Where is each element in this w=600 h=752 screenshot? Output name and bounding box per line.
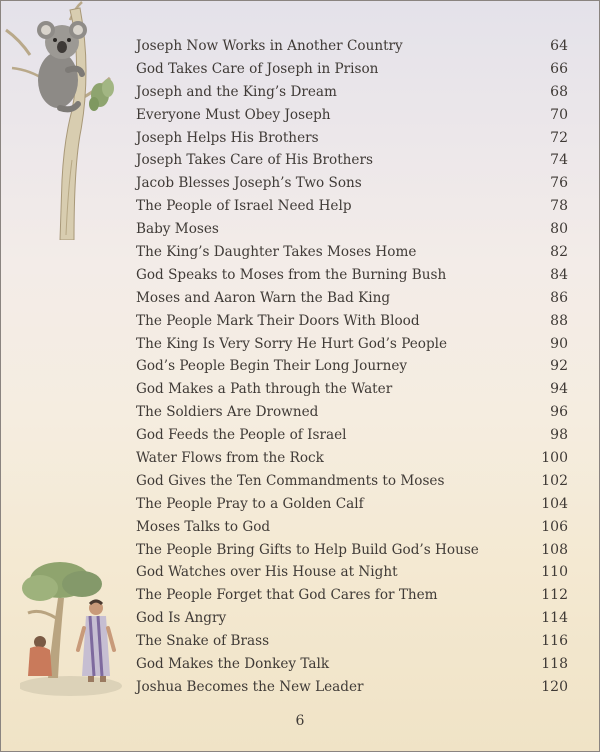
toc-entry bbox=[136, 561, 568, 584]
toc-entry bbox=[136, 35, 568, 58]
toc-entry-title: The King Is Very Sorry He Hurt God’s People bbox=[136, 335, 448, 352]
toc-entry-page: 78 bbox=[550, 198, 568, 215]
toc-entry bbox=[136, 630, 568, 653]
toc-entry-title: Joshua Becomes the New Leader bbox=[136, 678, 364, 695]
table-of-contents bbox=[136, 35, 568, 699]
toc-entry-title: God Takes Care of Joseph in Prison bbox=[136, 60, 379, 77]
toc-entry-page: 120 bbox=[541, 678, 568, 695]
toc-entry-title: The Soldiers Are Drowned bbox=[136, 404, 319, 421]
toc-entry-page: 90 bbox=[550, 335, 568, 352]
toc-entry-page: 114 bbox=[541, 610, 568, 627]
toc-entry-title: Joseph Helps His Brothers bbox=[136, 129, 319, 146]
toc-entry bbox=[136, 676, 568, 699]
toc-entry bbox=[136, 149, 568, 172]
toc-entry-page: 70 bbox=[550, 106, 568, 123]
toc-entry-page: 66 bbox=[550, 60, 568, 77]
toc-entry bbox=[136, 127, 568, 150]
toc-entry bbox=[136, 172, 568, 195]
toc-entry-title: Joseph and the King’s Dream bbox=[136, 83, 337, 100]
toc-entry bbox=[136, 195, 568, 218]
toc-entry-title: Jacob Blesses Joseph’s Two Sons bbox=[136, 175, 362, 192]
toc-entry bbox=[136, 607, 568, 630]
toc-entry-title: God Watches over His House at Night bbox=[136, 564, 398, 581]
toc-entry-page: 88 bbox=[550, 312, 568, 329]
toc-entry-title: God Gives the Ten Commandments to Moses bbox=[136, 472, 445, 489]
toc-entry-page: 80 bbox=[550, 221, 568, 238]
toc-entry-title: God’s People Begin Their Long Journey bbox=[136, 358, 408, 375]
toc-entry-page: 94 bbox=[550, 381, 568, 398]
toc-entry bbox=[136, 58, 568, 81]
toc-entry bbox=[136, 81, 568, 104]
toc-entry-page: 74 bbox=[550, 152, 568, 169]
toc-entry-page: 82 bbox=[550, 244, 568, 261]
toc-entry-page: 86 bbox=[550, 289, 568, 306]
toc-entry-title: The People Bring Gifts to Help Build God’s House bbox=[136, 541, 479, 558]
toc-entry-title: Water Flows from the Rock bbox=[136, 450, 324, 467]
toc-entry-page: 84 bbox=[550, 266, 568, 283]
toc-entry-page: 106 bbox=[541, 518, 568, 535]
toc-entry-title: The King’s Daughter Takes Moses Home bbox=[136, 244, 417, 261]
toc-entry-page: 64 bbox=[550, 38, 568, 54]
toc-entry bbox=[136, 470, 568, 493]
toc-entry bbox=[136, 241, 568, 264]
page-number: 6 bbox=[295, 713, 305, 729]
toc-entry bbox=[136, 218, 568, 241]
toc-entry-title: The People Pray to a Golden Calf bbox=[136, 495, 364, 512]
toc-entry-page: 92 bbox=[550, 358, 568, 375]
toc-entry-page: 76 bbox=[550, 175, 568, 192]
toc-entry bbox=[136, 287, 568, 310]
toc-entry-page: 72 bbox=[550, 129, 568, 146]
toc-entry bbox=[136, 653, 568, 676]
toc-entry-title: God Is Angry bbox=[136, 610, 227, 627]
toc-entry-title: God Makes the Donkey Talk bbox=[136, 656, 330, 673]
toc-entry bbox=[136, 104, 568, 127]
toc-entry bbox=[136, 424, 568, 447]
koala-illustration bbox=[0, 0, 125, 240]
toc-entry-title: The People Forget that God Cares for Them bbox=[136, 587, 438, 604]
toc-entry-title: God Feeds the People of Israel bbox=[136, 427, 347, 444]
toc-entry bbox=[136, 355, 568, 378]
toc-entry-page: 116 bbox=[541, 633, 568, 650]
toc-entry-page: 110 bbox=[541, 564, 568, 581]
toc-entry-title: The People Mark Their Doors With Blood bbox=[136, 312, 420, 329]
toc-entry-title: God Speaks to Moses from the Burning Bush bbox=[136, 266, 447, 283]
toc-entry-title: Moses and Aaron Warn the Bad King bbox=[136, 289, 391, 306]
toc-entry-page: 108 bbox=[541, 541, 568, 558]
toc-entry bbox=[136, 447, 568, 470]
toc-entry bbox=[136, 539, 568, 562]
toc-entry-title: God Makes a Path through the Water bbox=[136, 381, 393, 398]
toc-entry bbox=[136, 264, 568, 287]
toc-entry-page: 112 bbox=[541, 587, 568, 604]
toc-entry-page: 102 bbox=[541, 472, 568, 489]
toc-entry-title: Joseph Now Works in Another Country bbox=[136, 38, 403, 54]
toc-entry bbox=[136, 401, 568, 424]
toc-entry-page: 98 bbox=[550, 427, 568, 444]
toc-entry-title: Joseph Takes Care of His Brothers bbox=[136, 152, 373, 169]
toc-entry bbox=[136, 378, 568, 401]
toc-entry-title: Everyone Must Obey Joseph bbox=[136, 106, 331, 123]
toc-entry bbox=[136, 493, 568, 516]
toc-entry bbox=[136, 516, 568, 539]
toc-entry bbox=[136, 310, 568, 333]
toc-entry-title: The People of Israel Need Help bbox=[136, 198, 352, 215]
toc-entry-title: Moses Talks to God bbox=[136, 518, 271, 535]
toc-entry-page: 96 bbox=[550, 404, 568, 421]
toc-entry-page: 100 bbox=[541, 450, 568, 467]
toc-entry-page: 118 bbox=[541, 656, 568, 673]
people-illustration bbox=[20, 558, 136, 698]
toc-entry-title: The Snake of Brass bbox=[136, 633, 270, 650]
toc-entry bbox=[136, 333, 568, 356]
toc-entry bbox=[136, 584, 568, 607]
toc-entry-title: Baby Moses bbox=[136, 221, 219, 238]
toc-entry-page: 104 bbox=[541, 495, 568, 512]
toc-entry-page: 68 bbox=[550, 83, 568, 100]
